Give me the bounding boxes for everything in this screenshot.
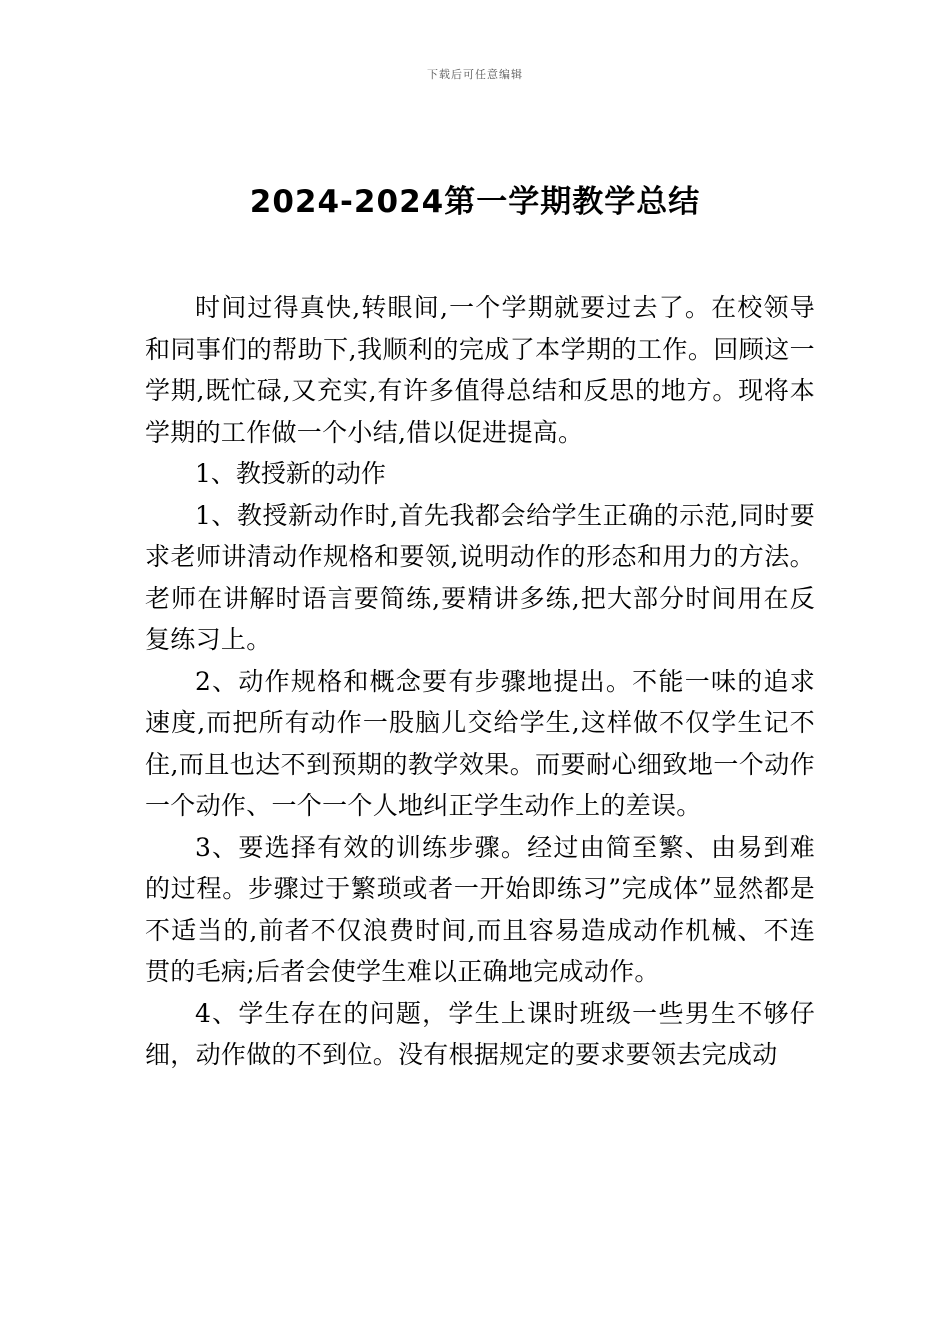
section-heading: 1、教授新的动作 bbox=[195, 459, 386, 488]
point-paragraph-1: 1、教授新动作时,首先我都会给学生正确的示范,同时要求老师讲清动作规格和要领,说明动作的形态和用力的方法。老师在讲解时语言要简练,要精讲多练,把大部分时间用在反复练习上。 bbox=[145, 500, 815, 654]
point-paragraph-3: 3、要选择有效的训练步骤。经过由简至繁、由易到难的过程。步骤过于繁琐或者一开始即练习”完成体”显然都是不适当的,前者不仅浪费时间,而且容易造成动作机械、不连贯的毛病;后者会使学生难以正确地完成动作。 bbox=[145, 832, 815, 986]
document-body bbox=[145, 287, 815, 1076]
document-title: 2024-2024第一学期教学总结 bbox=[249, 184, 701, 220]
intro-paragraph: 时间过得真快,转眼间,一个学期就要过去了。在校领导和同事们的帮助下,我顺利的完成了本学期的工作。回顾这一学期,既忙碌,又充实,有许多值得总结和反思的地方。现将本学期的工作做一个小结,借以促进提高。 bbox=[145, 293, 815, 447]
point-paragraph-2: 2、动作规格和概念要有步骤地提出。不能一味的追求速度,而把所有动作一股脑儿交给学生,这样做不仅学生记不住,而且也达不到预期的教学效果。而要耐心细致地一个动作一个动作、一个一个人地纠正学生动作上的差误。 bbox=[145, 666, 815, 820]
point-paragraph-4: 4、学生存在的问题，学生上课时班级一些男生不够仔细，动作做的不到位。没有根据规定的要求要领去完成动 bbox=[145, 998, 815, 1069]
header-note: 下载后可任意编辑 bbox=[427, 68, 523, 81]
